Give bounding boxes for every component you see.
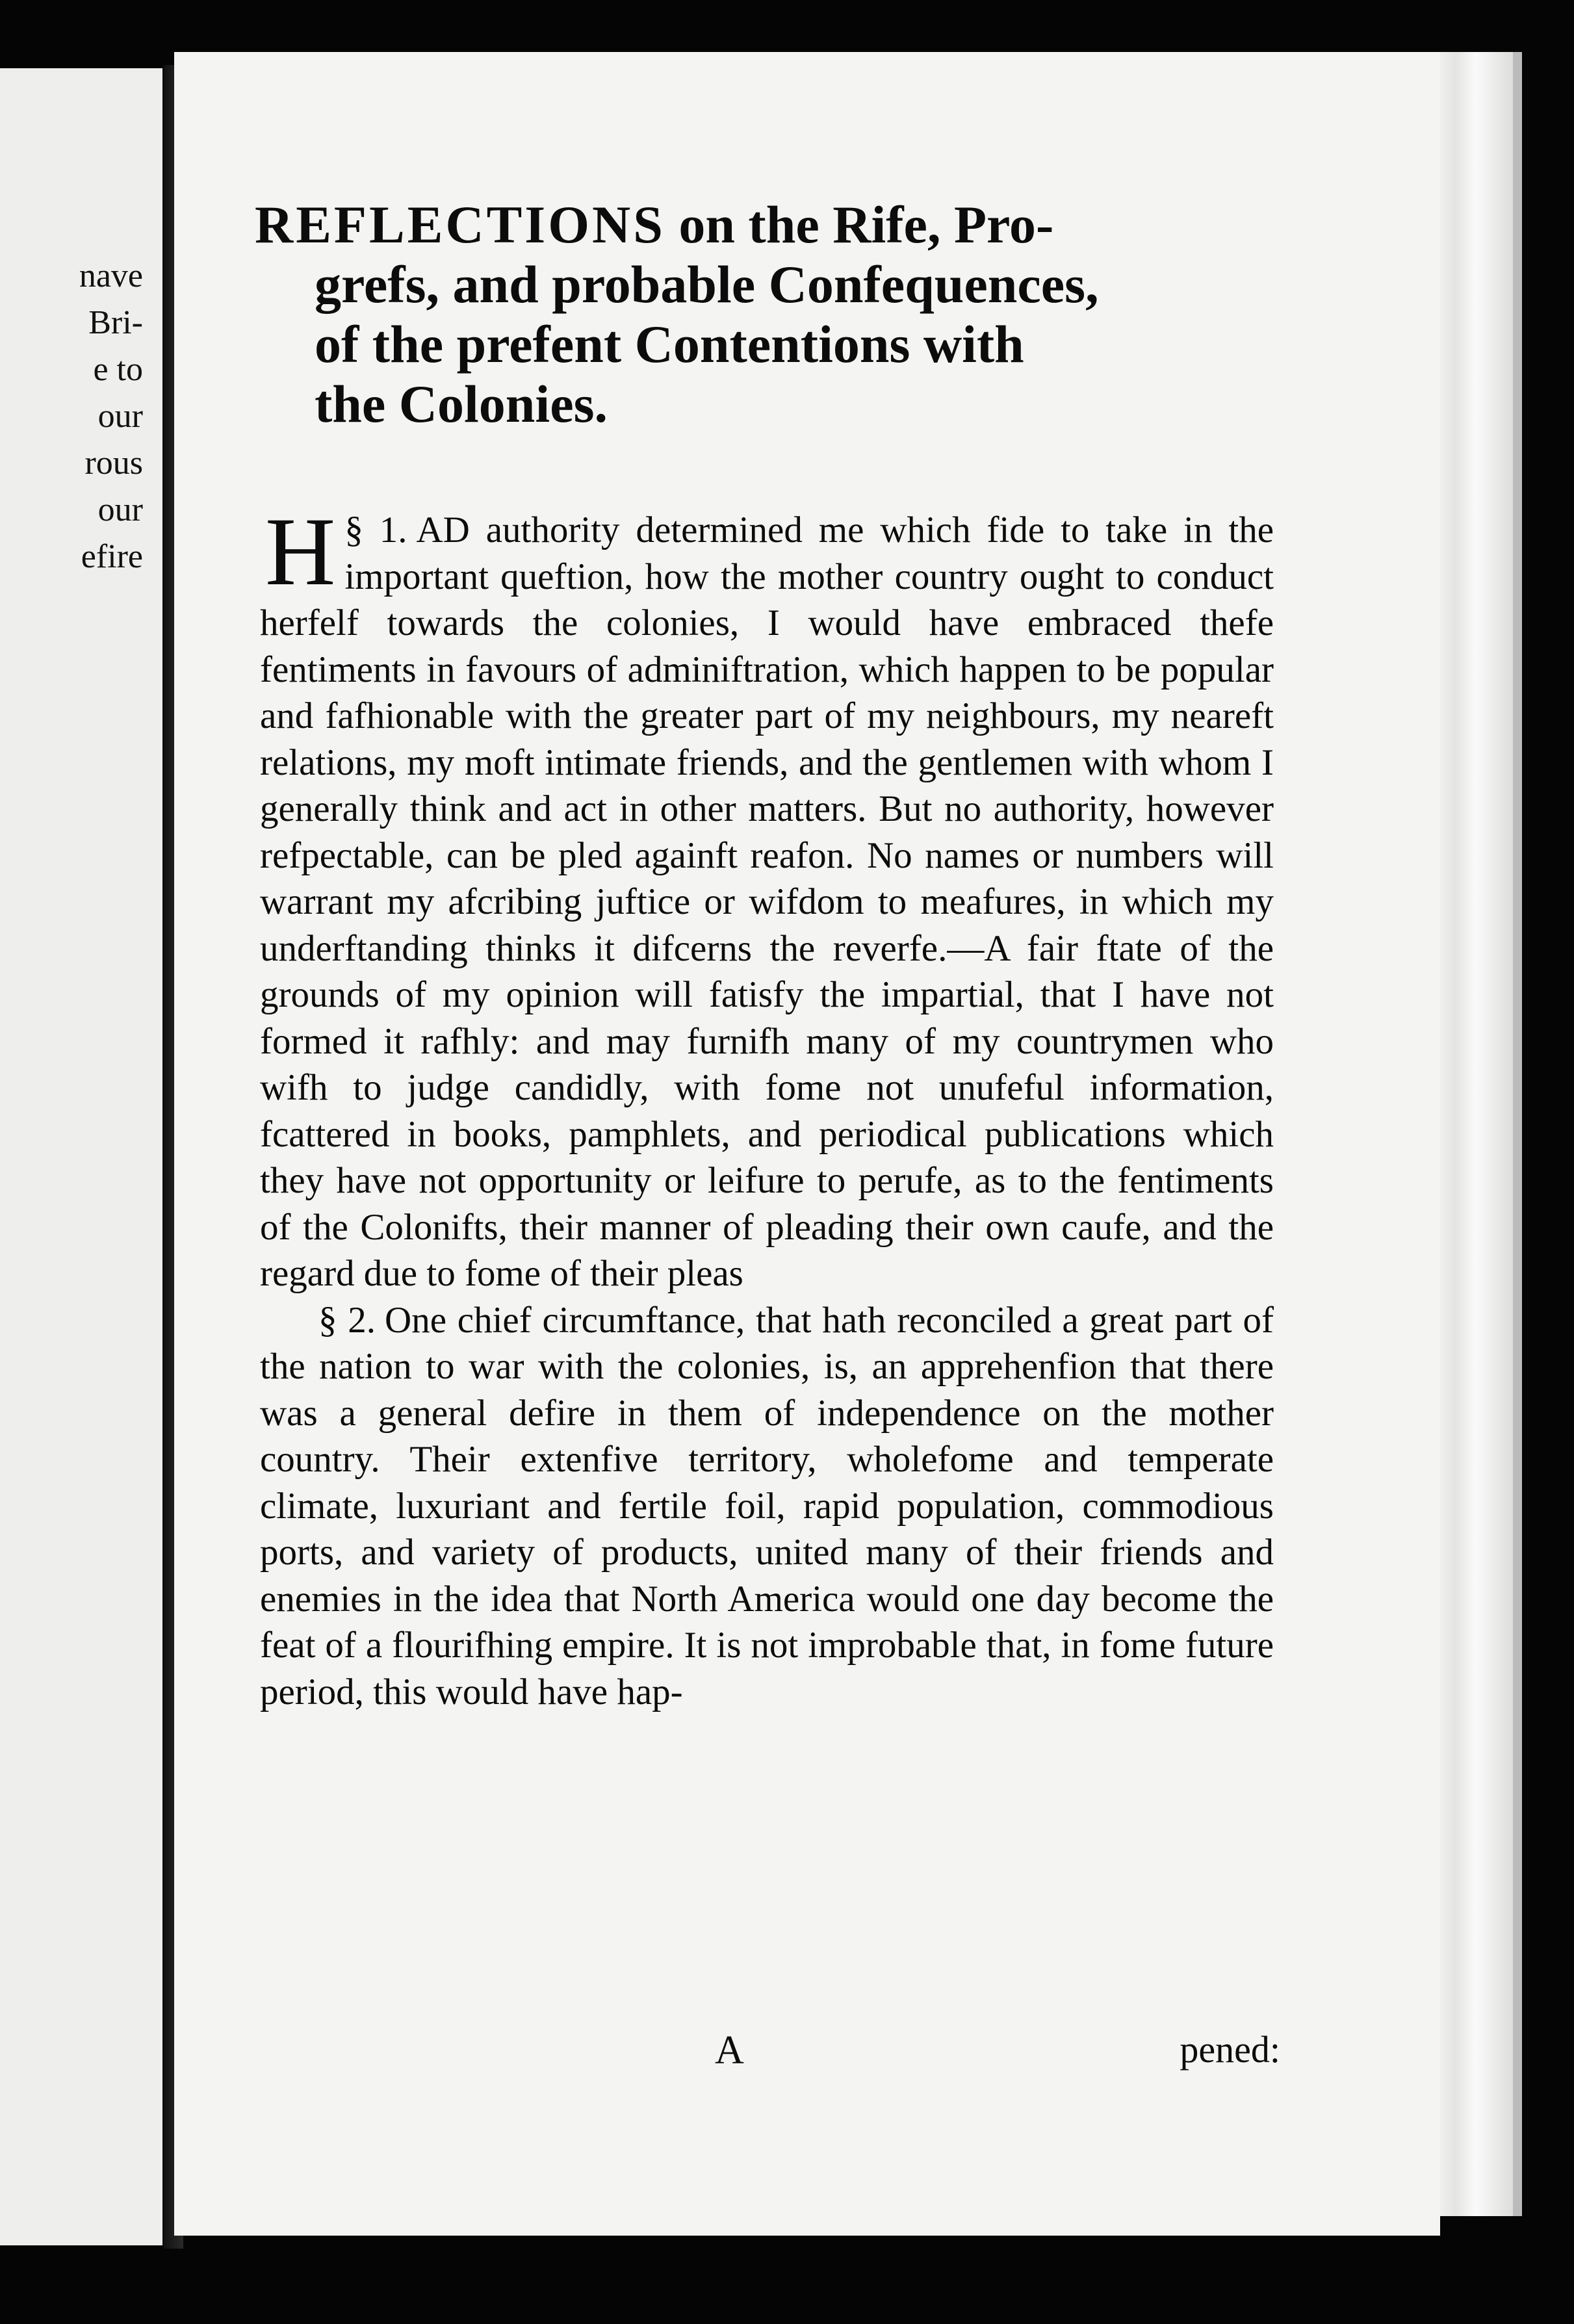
facing-page-fragment: e to <box>93 351 143 388</box>
title-line-1 <box>255 195 1269 255</box>
facing-page-fragment: our <box>97 491 143 528</box>
drop-cap: H <box>265 498 336 606</box>
facing-page-fragment: our <box>97 398 143 435</box>
title-lead-word: REFLECTIONS <box>255 195 665 254</box>
section-marker: § 1. <box>344 510 407 550</box>
section-marker: § 2. <box>318 1299 376 1341</box>
paragraph-1 <box>260 498 1274 1297</box>
facing-page-fragment: Bri- <box>88 304 143 341</box>
facing-page-fragment: efire <box>81 538 143 575</box>
chapter-title <box>255 195 1269 434</box>
title-line-4: the Colonies. <box>315 374 608 433</box>
signature-mark: A <box>715 2028 744 2072</box>
facing-page-fragment: nave <box>79 257 143 294</box>
catchword: pened: <box>1180 2028 1280 2071</box>
title-line-1-rest: on the Rife, Pro- <box>678 195 1054 254</box>
title-line-3: of the prefent Contentions with <box>315 315 1024 374</box>
facing-page <box>0 68 168 2245</box>
facing-page-fragment: rous <box>84 445 143 482</box>
paragraph-1-text: AD authority determined me which fide to take in the important queftion, how the mother country ought to conduct herfelf towards the colonies, I would have embraced thefe fentiments in favours of adminiftration, which happen to be popular and fafhionable with the greater part of my neighbours, my neareft relations, my moft intimate friends, and the gentlemen with whom I generally think and act in other matters. But no authority, however refpectable, can be pled againft reafon. No names or numbers will warrant my afcribing juftice or wifdom to meafures, in which my underftanding thinks it difcerns the reverfe.—A fair ftate of the grounds of my opinion will fatisfy the impartial, that I have not formed it rafhly: and may furnifh many of my countrymen who wifh to judge candidly, with fome not unufeful information, fcattered in books, pamphlets, and periodical publications which they have not opportunity or leifure to perufe, as to the fentiments of the Colonifts, their manner of pleading their own caufe, and the regard due to fome of their pleas <box>260 510 1274 1294</box>
page-footer <box>260 2028 1280 2080</box>
paragraph-2 <box>260 1297 1274 1716</box>
body-text <box>260 498 1274 1715</box>
title-line-2: grefs, and probable Confequences, <box>315 255 1099 314</box>
paragraph-2-text: One chief circumftance, that hath reconciled a great part of the nation to war with the colonies, is, an apprehenfion that there was a general defire in them of independence on the mother country. Their extenfive territory, wholefome and temperate climate, luxuriant and fertile foil, rapid population, commodious ports, and variety of products, united many of their friends and enemies in the idea that North America would one day become the feat of a flourifhing empire. It is not improbable that, in fome future period, this would have hap- <box>260 1299 1274 1712</box>
